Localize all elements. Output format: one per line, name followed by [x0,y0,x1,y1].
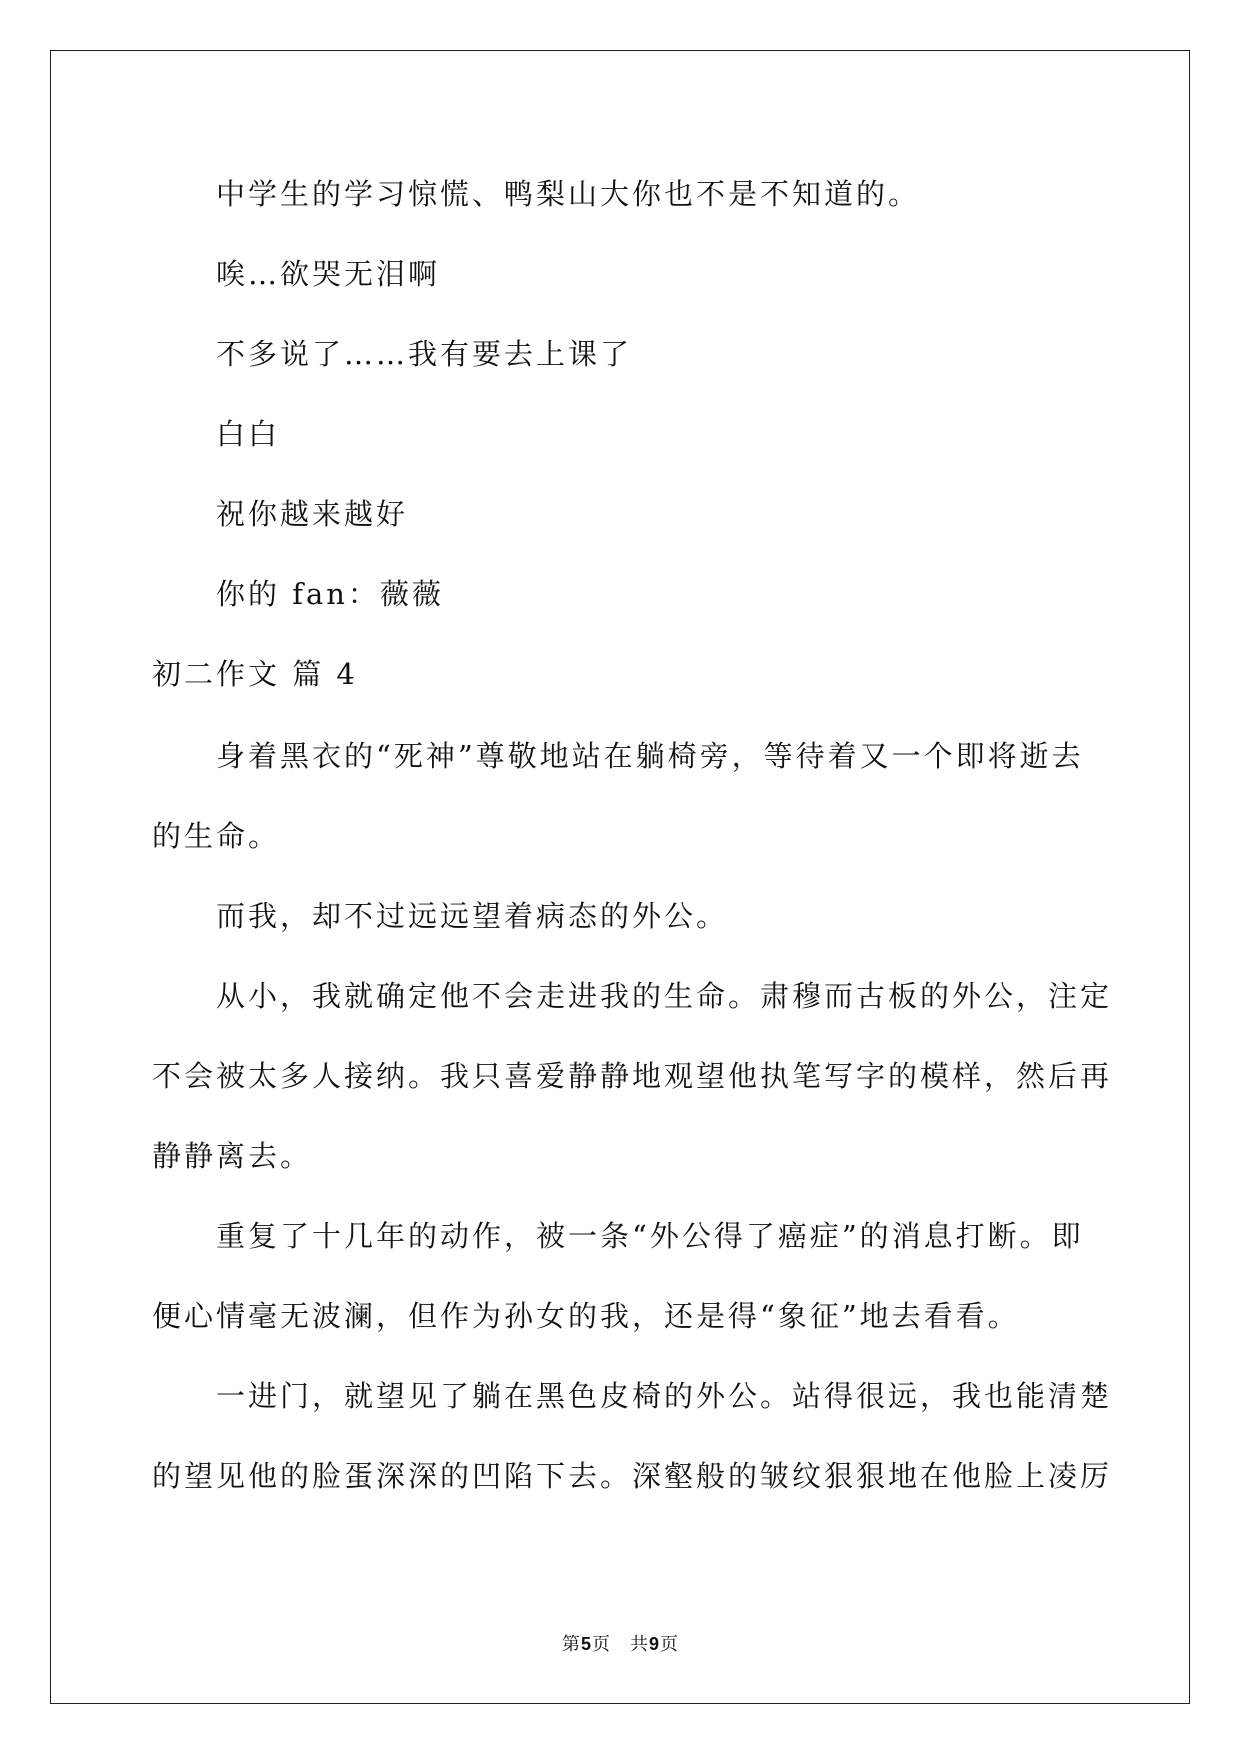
body-line: 从小，我就确定他不会走进我的生命。肃穆而古板的外公，注定 [216,979,1113,1013]
body-line: 祝你越来越好 [216,497,409,531]
body-line: 而我，却不过远远望着病态的外公。 [216,899,729,933]
page-number-total: 9 [649,1634,661,1654]
body-line: 不会被太多人接纳。我只喜爱静静地观望他执笔写字的模样，然后再 [152,1059,1113,1093]
body-line: 的生命。 [152,819,281,853]
page-number-mid: 页 共 [592,1634,649,1655]
body-line: 中学生的学习惊慌、鸭梨山大你也不是不知道的。 [216,177,921,211]
body-line: 你的 fan：薇薇 [216,577,444,611]
page-number-suffix: 页 [660,1634,680,1655]
body-line: 静静离去。 [152,1139,313,1173]
body-line: 唉…欲哭无泪啊 [216,257,441,291]
body-line: 不多说了……我有要去上课了 [216,337,633,371]
section-heading: 初二作文 篇 4 [152,657,358,691]
body-line: 的望见他的脸蛋深深的凹陷下去。深壑般的皱纹狠狠地在他脸上凌厉 [152,1459,1113,1493]
page-number [0,1630,1241,1656]
body-line: 便心情毫无波澜，但作为孙女的我，还是得“象征”地去看看。 [152,1299,1020,1333]
page-number-prefix: 第 [561,1634,581,1655]
body-line: 身着黑衣的“死神”尊敬地站在躺椅旁，等待着又一个即将逝去 [216,739,1084,773]
page-number-current: 5 [580,1634,592,1654]
page-border [50,50,1190,1704]
body-line: 白白 [216,417,281,451]
body-line: 重复了十几年的动作，被一条“外公得了癌症”的消息打断。即 [216,1219,1084,1253]
body-line: 一进门，就望见了躺在黑色皮椅的外公。站得很远，我也能清楚 [216,1379,1113,1413]
